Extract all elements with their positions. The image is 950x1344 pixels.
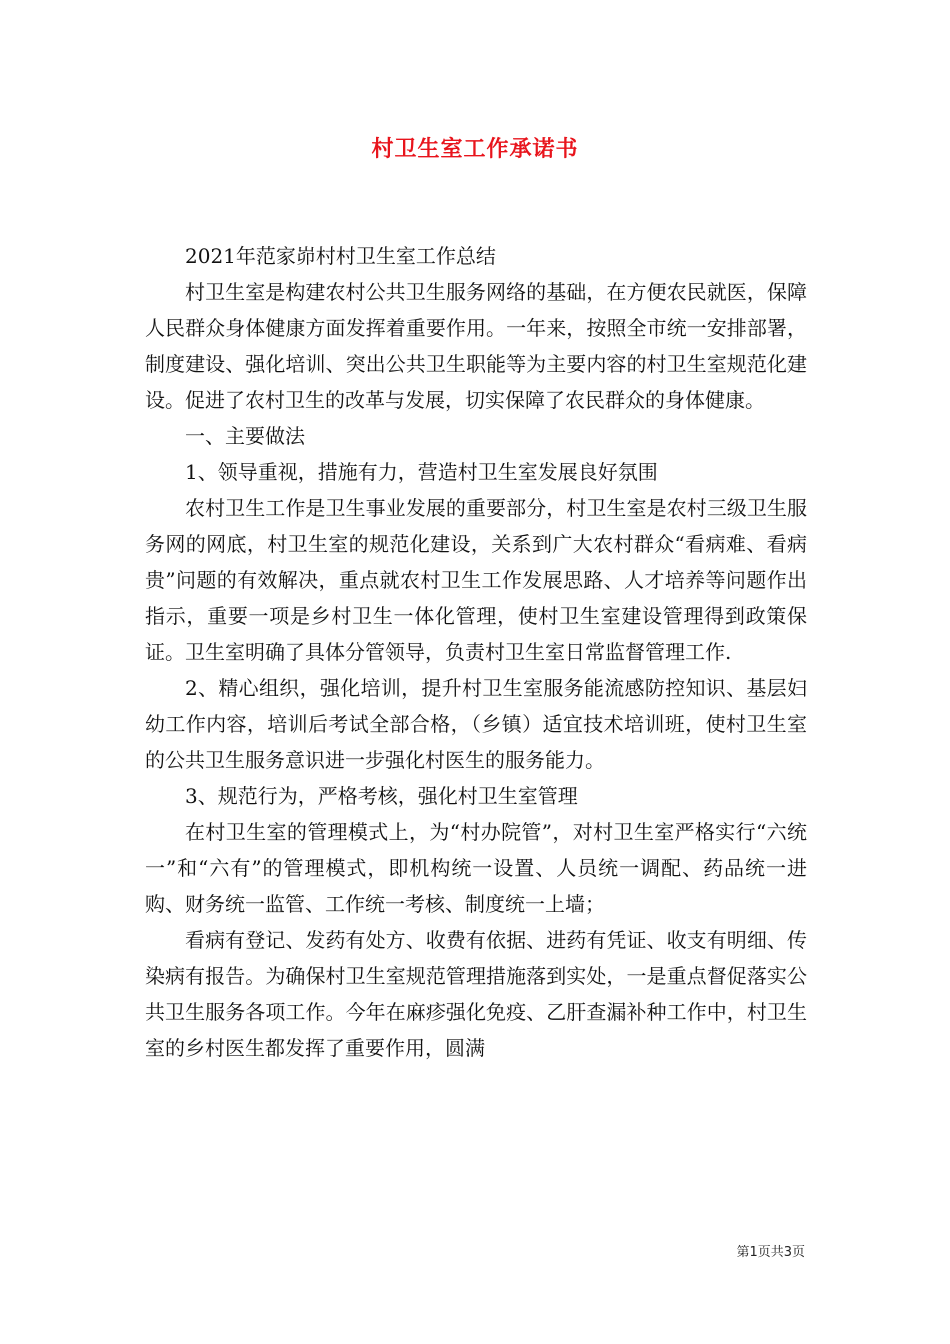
paragraph-intro: 村卫生室是构建农村公共卫生服务网络的基础，在方便农民就医，保障人民群众身体健康方面发挥着重要作用。一年来，按照全市统一安排部署，制度建设、强化培训、突出公共卫生职能等为主要内容的村卫生室规范化建设。促进了农村卫生的改革与发展，切实保障了农民群众的身体健康。 [145, 280, 807, 412]
page-number: 第1页共3页 [736, 1245, 805, 1260]
summary-heading: 2021年范家峁村村卫生室工作总结 [185, 244, 496, 268]
document-body [145, 238, 807, 1066]
document-title: 村卫生室工作承诺书 [371, 136, 579, 162]
subheading-1: 1、领导重视，措施有力，营造村卫生室发展良好氛围 [185, 460, 658, 484]
section-heading-main-practices: 一、主要做法 [185, 424, 305, 448]
paragraph-training: 2、精心组织，强化培训，提升村卫生室服务能流感防控知识、基层妇幼工作内容，培训后考试全部合格，（乡镇）适宜技术培训班，使村卫生室的公共卫生服务意识进一步强化村医生的服务能力。 [145, 676, 807, 772]
paragraph-records: 看病有登记、发药有处方、收费有依据、进药有凭证、收支有明细、传染病有报告。为确保村卫生室规范管理措施落到实处，一是重点督促落实公共卫生服务各项工作。今年在麻疹强化免疫、乙肝查漏补种工作中，村卫生室的乡村医生都发挥了重要作用，圆满 [145, 928, 807, 1060]
paragraph-management-model: 在村卫生室的管理模式上，为“村办院管”，对村卫生室严格实行“六统一”和“六有”的管理模式，即机构统一设置、人员统一调配、药品统一进购、财务统一监管、工作统一考核、制度统一上墙； [145, 820, 807, 916]
subheading-3: 3、规范行为，严格考核，强化村卫生室管理 [185, 784, 578, 808]
paragraph-rural-health: 农村卫生工作是卫生事业发展的重要部分，村卫生室是农村三级卫生服务网的网底，村卫生室的规范化建设，关系到广大农村群众“看病难、看病贵”问题的有效解决，重点就农村卫生工作发展思路、人才培养等问题作出指示，重要一项是乡村卫生一体化管理，使村卫生室建设管理得到政策保证。卫生室明确了具体分管领导，负责村卫生室日常监督管理工作. [145, 496, 807, 664]
